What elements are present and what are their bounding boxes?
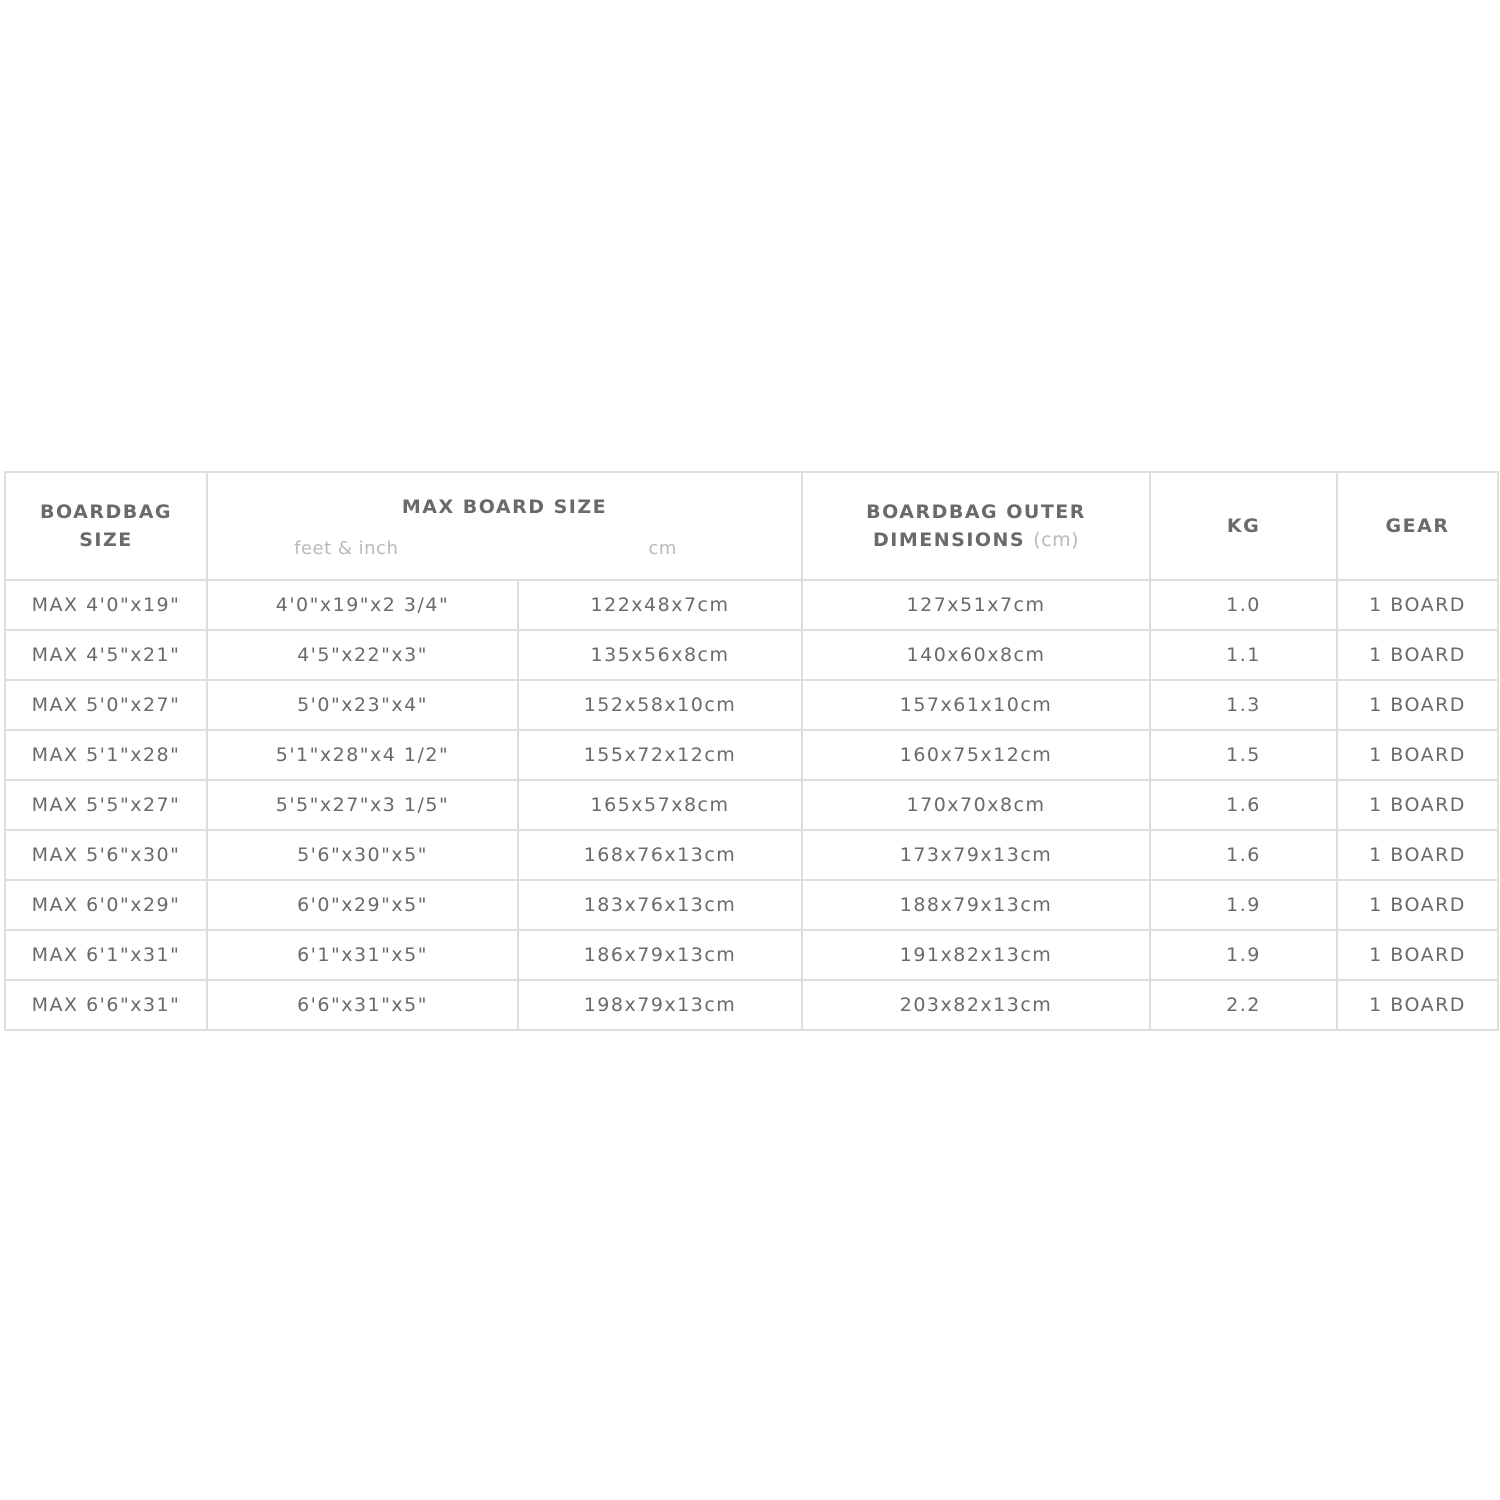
cell-feet-inch: 6'6"x31"x5" [207,980,518,1030]
boardbag-size-table [4,471,1499,1031]
table-row [5,780,1498,830]
header-boardbag-size-line1: BOARDBAG [39,501,172,523]
cell-kg: 1.3 [1150,680,1337,730]
cell-outer-dimensions: 127x51x7cm [802,580,1150,630]
header-boardbag-size-line2: SIZE [79,529,133,551]
header-outer-dimensions [802,472,1150,580]
table-row [5,580,1498,630]
cell-feet-inch: 5'5"x27"x3 1/5" [207,780,518,830]
cell-gear: 1 BOARD [1337,730,1498,780]
table-row [5,980,1498,1030]
cell-boardbag-size: MAX 4'5"x21" [5,630,207,680]
cell-cm: 198x79x13cm [518,980,802,1030]
cell-boardbag-size: MAX 4'0"x19" [5,580,207,630]
cell-gear: 1 BOARD [1337,980,1498,1030]
cell-cm: 165x57x8cm [518,780,802,830]
cell-gear: 1 BOARD [1337,630,1498,680]
cell-kg: 1.6 [1150,830,1337,880]
cell-gear: 1 BOARD [1337,780,1498,830]
cell-outer-dimensions: 140x60x8cm [802,630,1150,680]
header-outer-dimensions-line1: BOARDBAG OUTER [866,501,1086,523]
cell-feet-inch: 4'0"x19"x2 3/4" [207,580,518,630]
cell-gear: 1 BOARD [1337,930,1498,980]
table-row [5,680,1498,730]
cell-outer-dimensions: 191x82x13cm [802,930,1150,980]
table-row [5,730,1498,780]
subheader-cm: cm [648,538,677,559]
cell-cm: 155x72x12cm [518,730,802,780]
header-outer-dimensions-line2: DIMENSIONS [873,529,1026,551]
cell-boardbag-size: MAX 6'0"x29" [5,880,207,930]
cell-gear: 1 BOARD [1337,830,1498,880]
cell-feet-inch: 6'0"x29"x5" [207,880,518,930]
subheader-feet-inch: feet & inch [294,538,399,559]
cell-outer-dimensions: 160x75x12cm [802,730,1150,780]
cell-gear: 1 BOARD [1337,580,1498,630]
header-kg: KG [1150,472,1337,580]
cell-feet-inch: 4'5"x22"x3" [207,630,518,680]
cell-feet-inch: 5'0"x23"x4" [207,680,518,730]
cell-boardbag-size: MAX 5'5"x27" [5,780,207,830]
cell-cm: 122x48x7cm [518,580,802,630]
cell-cm: 168x76x13cm [518,830,802,880]
table-row [5,630,1498,680]
cell-outer-dimensions: 188x79x13cm [802,880,1150,930]
cell-gear: 1 BOARD [1337,880,1498,930]
cell-kg: 1.9 [1150,880,1337,930]
cell-outer-dimensions: 157x61x10cm [802,680,1150,730]
table-header-row [5,472,1498,580]
cell-outer-dimensions: 203x82x13cm [802,980,1150,1030]
table-row [5,830,1498,880]
cell-boardbag-size: MAX 6'1"x31" [5,930,207,980]
header-outer-unit: (cm) [1033,529,1080,551]
cell-kg: 1.1 [1150,630,1337,680]
cell-feet-inch: 5'1"x28"x4 1/2" [207,730,518,780]
cell-kg: 2.2 [1150,980,1337,1030]
table-row [5,880,1498,930]
cell-boardbag-size: MAX 5'1"x28" [5,730,207,780]
cell-kg: 1.9 [1150,930,1337,980]
cell-boardbag-size: MAX 6'6"x31" [5,980,207,1030]
cell-kg: 1.6 [1150,780,1337,830]
cell-boardbag-size: MAX 5'0"x27" [5,680,207,730]
cell-cm: 152x58x10cm [518,680,802,730]
cell-feet-inch: 6'1"x31"x5" [207,930,518,980]
cell-feet-inch: 5'6"x30"x5" [207,830,518,880]
cell-outer-dimensions: 170x70x8cm [802,780,1150,830]
header-max-board-size-subheaders [208,535,801,563]
cell-cm: 135x56x8cm [518,630,802,680]
cell-gear: 1 BOARD [1337,680,1498,730]
cell-cm: 183x76x13cm [518,880,802,930]
cell-kg: 1.0 [1150,580,1337,630]
cell-cm: 186x79x13cm [518,930,802,980]
cell-boardbag-size: MAX 5'6"x30" [5,830,207,880]
cell-outer-dimensions: 173x79x13cm [802,830,1150,880]
cell-kg: 1.5 [1150,730,1337,780]
header-max-board-size-title: MAX BOARD SIZE [401,496,608,518]
header-gear: GEAR [1337,472,1498,580]
table-row [5,930,1498,980]
header-max-board-size [207,472,802,580]
header-boardbag-size [5,472,207,580]
